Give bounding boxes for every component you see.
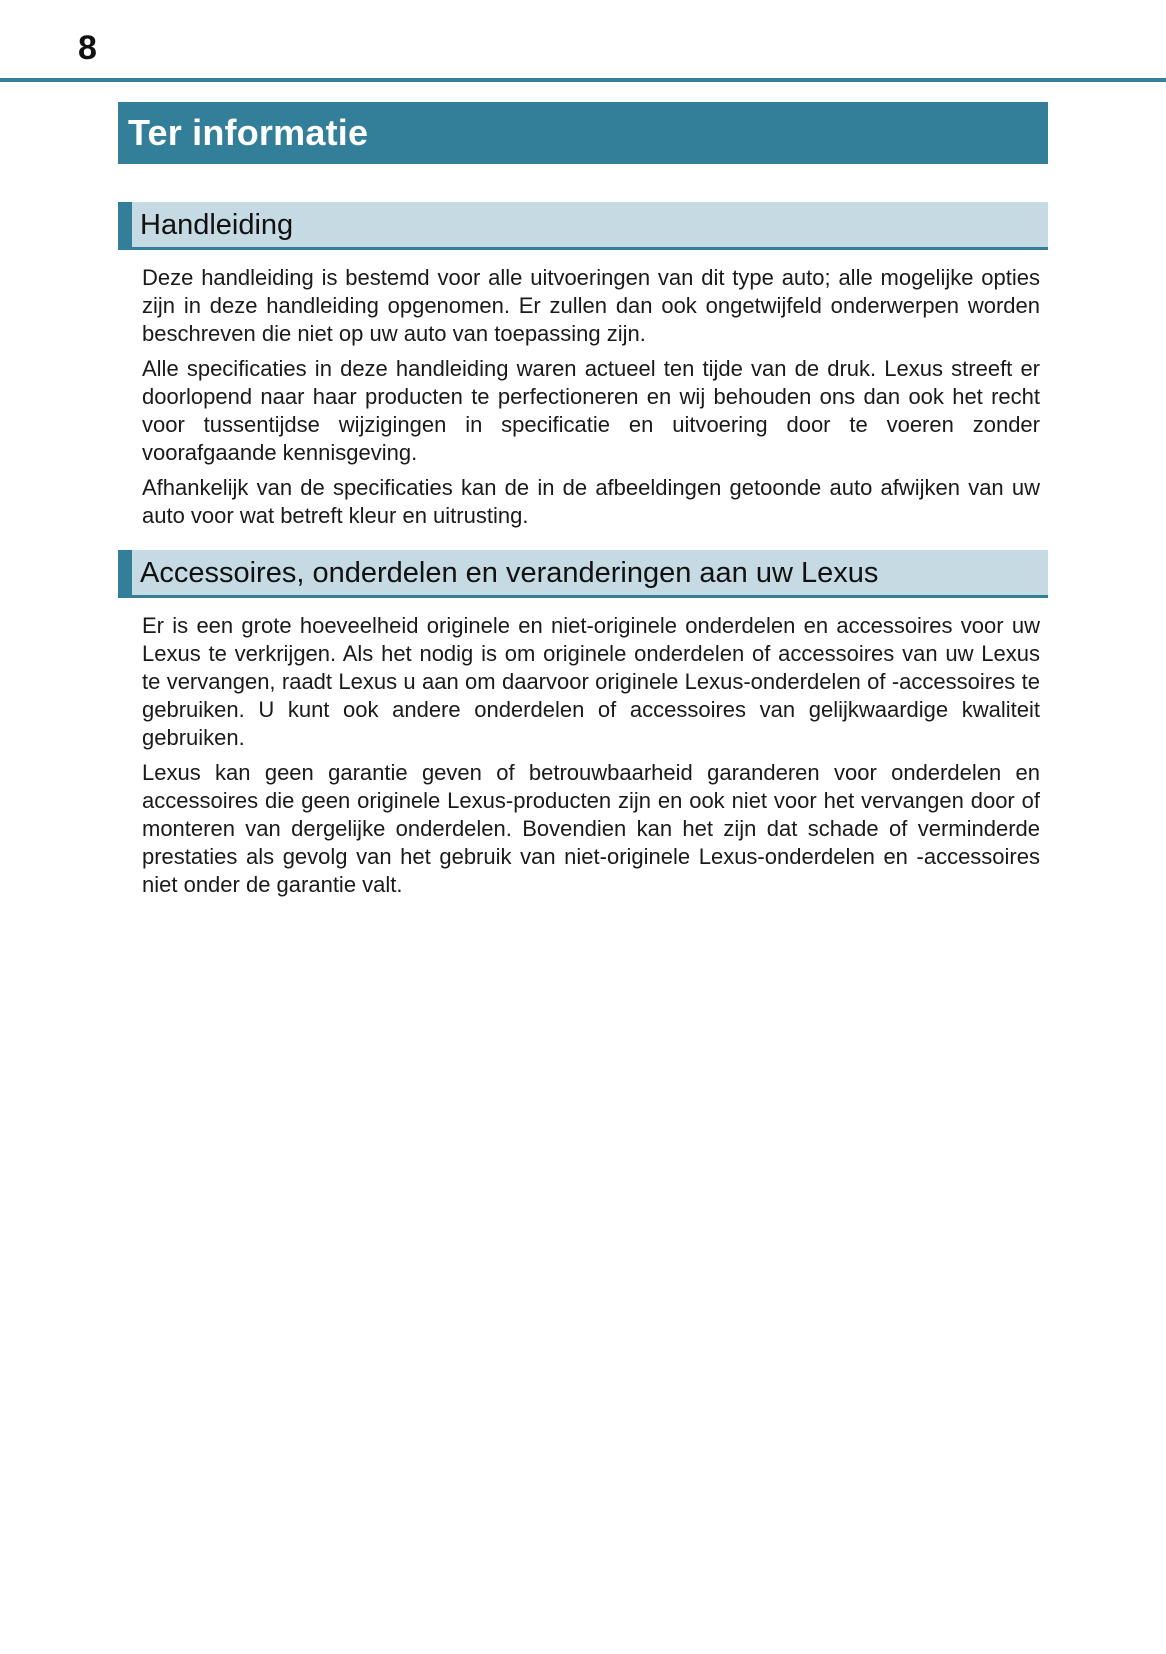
section-body-accessoires xyxy=(142,612,1040,906)
paragraph: Afhankelijk van de specificaties kan de in de afbeeldingen getoonde auto afwijken van uw auto voor wat betreft kleur en uitrusting. xyxy=(142,475,1040,528)
header-rule xyxy=(0,78,1166,82)
paragraph: Deze handleiding is bestemd voor alle uitvoeringen van dit type auto; alle mogelijke opties zijn in deze handleiding opgenomen. Er zullen dan ook ongetwijfeld onderwerpen worden beschreven die niet op uw auto van toepassing zijn. xyxy=(142,265,1040,346)
section-header-accessoires xyxy=(118,550,1048,598)
paragraph: Lexus kan geen garantie geven of betrouwbaarheid garanderen voor onderdelen en accessoires die geen originele Lexus-producten zijn en ook niet voor het vervangen door of monteren van dergelijke onderdelen. Bovendien kan het zijn dat schade of verminderde prestaties als gevolg van het gebruik van niet-originele Lexus-onderdelen en -accessoires niet onder de garantie valt. xyxy=(142,760,1040,897)
chapter-banner xyxy=(118,102,1048,164)
section-header-handleiding xyxy=(118,202,1048,250)
section-title: Handleiding xyxy=(140,209,294,241)
chapter-title: Ter informatie xyxy=(128,112,369,153)
paragraph: Er is een grote hoeveelheid originele en niet-originele onderdelen en accessoires voor uw Lexus te verkrijgen. Als het nodig is om originele onderdelen of accessoires van uw Lexus te vervangen, raadt Lexus u aan om daarvoor originele Lexus-onderdelen of -accessoires te gebruiken. U kunt ook andere onderdelen of accessoires van gelijkwaardige kwaliteit gebruiken. xyxy=(142,613,1040,750)
section-title: Accessoires, onderdelen en veranderingen aan uw Lexus xyxy=(140,557,879,589)
page-number: 8 xyxy=(78,29,97,67)
section-body-handleiding xyxy=(142,264,1040,537)
paragraph: Alle specificaties in deze handleiding waren actueel ten tijde van de druk. Lexus streeft er doorlopend naar haar producten te perfectioneren en wij behouden ons dan ook het recht voor tussentijdse wijzigingen in specificatie en uitvoering door te voeren zonder voorafgaande kennisgeving. xyxy=(142,356,1040,465)
